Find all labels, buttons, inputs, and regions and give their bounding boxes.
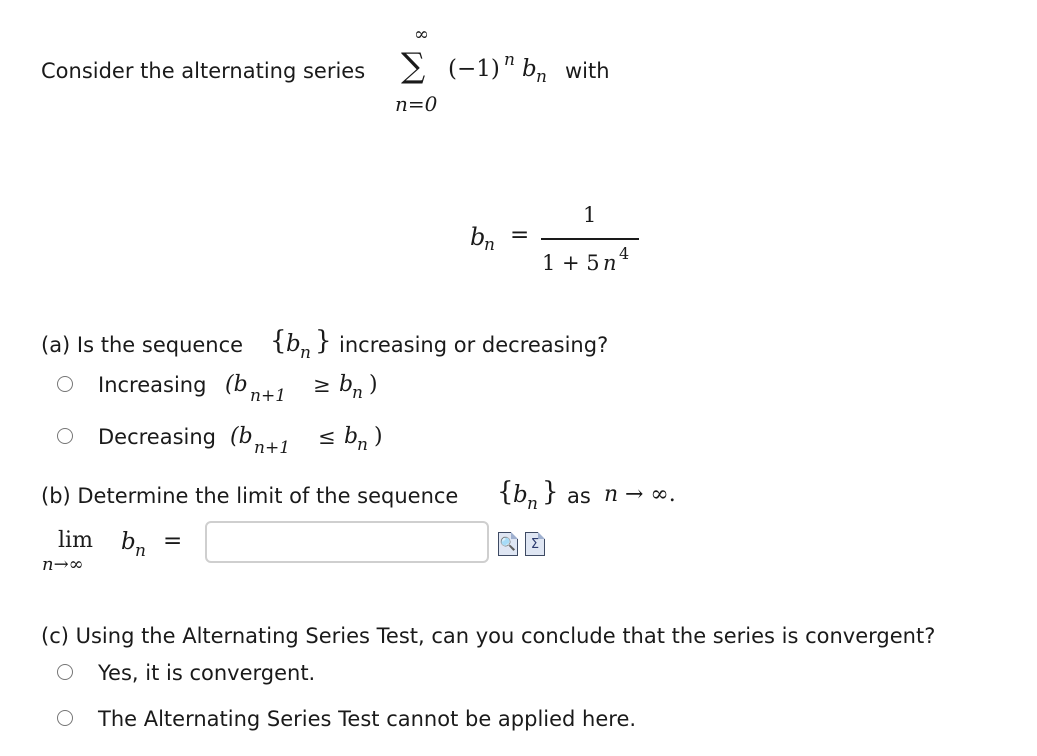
option-decreasing-rhs-subscript: n bbox=[357, 435, 368, 455]
radio-increasing[interactable] bbox=[57, 376, 73, 392]
part-a-question: (a) Is the sequence bbox=[41, 333, 244, 357]
formula-equals: = bbox=[510, 222, 530, 248]
option-decreasing-close: ) bbox=[374, 424, 383, 449]
option-decreasing-subscript: n+1 bbox=[254, 438, 291, 458]
part-a-question-tail: increasing or decreasing? bbox=[339, 333, 609, 357]
formula-numerator: 1 bbox=[583, 203, 597, 227]
option-yes-convergent-label[interactable]: Yes, it is convergent. bbox=[98, 661, 316, 685]
radio-test-not-applicable[interactable] bbox=[57, 710, 73, 726]
option-increasing-rhs-b: b bbox=[339, 372, 354, 397]
limit-answer-input[interactable] bbox=[205, 521, 489, 563]
formula-denominator-const: 1 + 5 bbox=[542, 251, 600, 275]
option-increasing-close: ) bbox=[369, 372, 378, 397]
term-subscript: n bbox=[536, 67, 547, 87]
option-decreasing-label[interactable]: Decreasing bbox=[98, 425, 217, 449]
term-base: (−1) bbox=[448, 56, 500, 82]
intro-with: with bbox=[565, 59, 610, 83]
part-b-arrow-infinity: → ∞. bbox=[625, 482, 676, 507]
sigma-icon: Σ bbox=[530, 537, 540, 552]
limit-b: b bbox=[121, 529, 136, 555]
part-b-as: as bbox=[567, 484, 591, 508]
part-a-brace-close: } bbox=[315, 326, 332, 356]
part-b-brace-close: } bbox=[542, 477, 559, 507]
option-increasing-subscript: n+1 bbox=[250, 386, 287, 406]
formula-lhs-b: b bbox=[470, 223, 486, 251]
sum-lower-limit: n=0 bbox=[395, 92, 438, 116]
formula-denominator-exponent: 4 bbox=[619, 244, 630, 263]
limit-word: lim bbox=[58, 528, 93, 553]
equation-editor-button[interactable] bbox=[525, 532, 545, 556]
option-decreasing-relation: ≤ bbox=[318, 425, 336, 449]
part-b-b: b bbox=[513, 482, 528, 508]
part-b-question: (b) Determine the limit of the sequence bbox=[41, 484, 459, 508]
limit-subscript: n→∞ bbox=[42, 554, 84, 575]
part-b-n: n bbox=[604, 482, 619, 507]
option-increasing-rhs-subscript: n bbox=[352, 383, 363, 403]
part-a-brace-open: { bbox=[270, 326, 287, 356]
part-a-subscript: n bbox=[300, 343, 311, 363]
formula-denominator-n: n bbox=[603, 251, 617, 275]
sum-upper-limit: ∞ bbox=[414, 24, 429, 45]
part-b-brace-open: { bbox=[497, 477, 514, 507]
part-c-question: (c) Using the Alternating Series Test, can you conclude that the series is convergent? bbox=[41, 624, 936, 648]
option-increasing-open: (b bbox=[225, 372, 248, 397]
term-exponent: n bbox=[504, 50, 515, 70]
part-a-b: b bbox=[286, 331, 301, 357]
formula-lhs-subscript: n bbox=[484, 235, 495, 255]
radio-yes-convergent[interactable] bbox=[57, 664, 73, 680]
limit-b-subscript: n bbox=[135, 541, 146, 561]
part-b-subscript: n bbox=[527, 494, 538, 514]
option-increasing-relation: ≥ bbox=[313, 373, 331, 397]
intro-text: Consider the alternating series bbox=[41, 59, 366, 83]
option-decreasing-open: (b bbox=[230, 424, 253, 449]
option-test-not-applicable-label[interactable]: The Alternating Series Test cannot be applied here. bbox=[98, 707, 637, 731]
option-increasing-label[interactable]: Increasing bbox=[98, 373, 207, 397]
magnifier-icon: 🔍 bbox=[499, 537, 517, 552]
radio-decreasing[interactable] bbox=[57, 428, 73, 444]
sum-symbol: ∑ bbox=[401, 46, 426, 86]
limit-equals: = bbox=[163, 528, 183, 554]
term-b: b bbox=[522, 56, 537, 82]
preview-tool-button[interactable] bbox=[498, 532, 518, 556]
fraction-bar bbox=[541, 238, 639, 240]
option-decreasing-rhs-b: b bbox=[344, 424, 359, 449]
